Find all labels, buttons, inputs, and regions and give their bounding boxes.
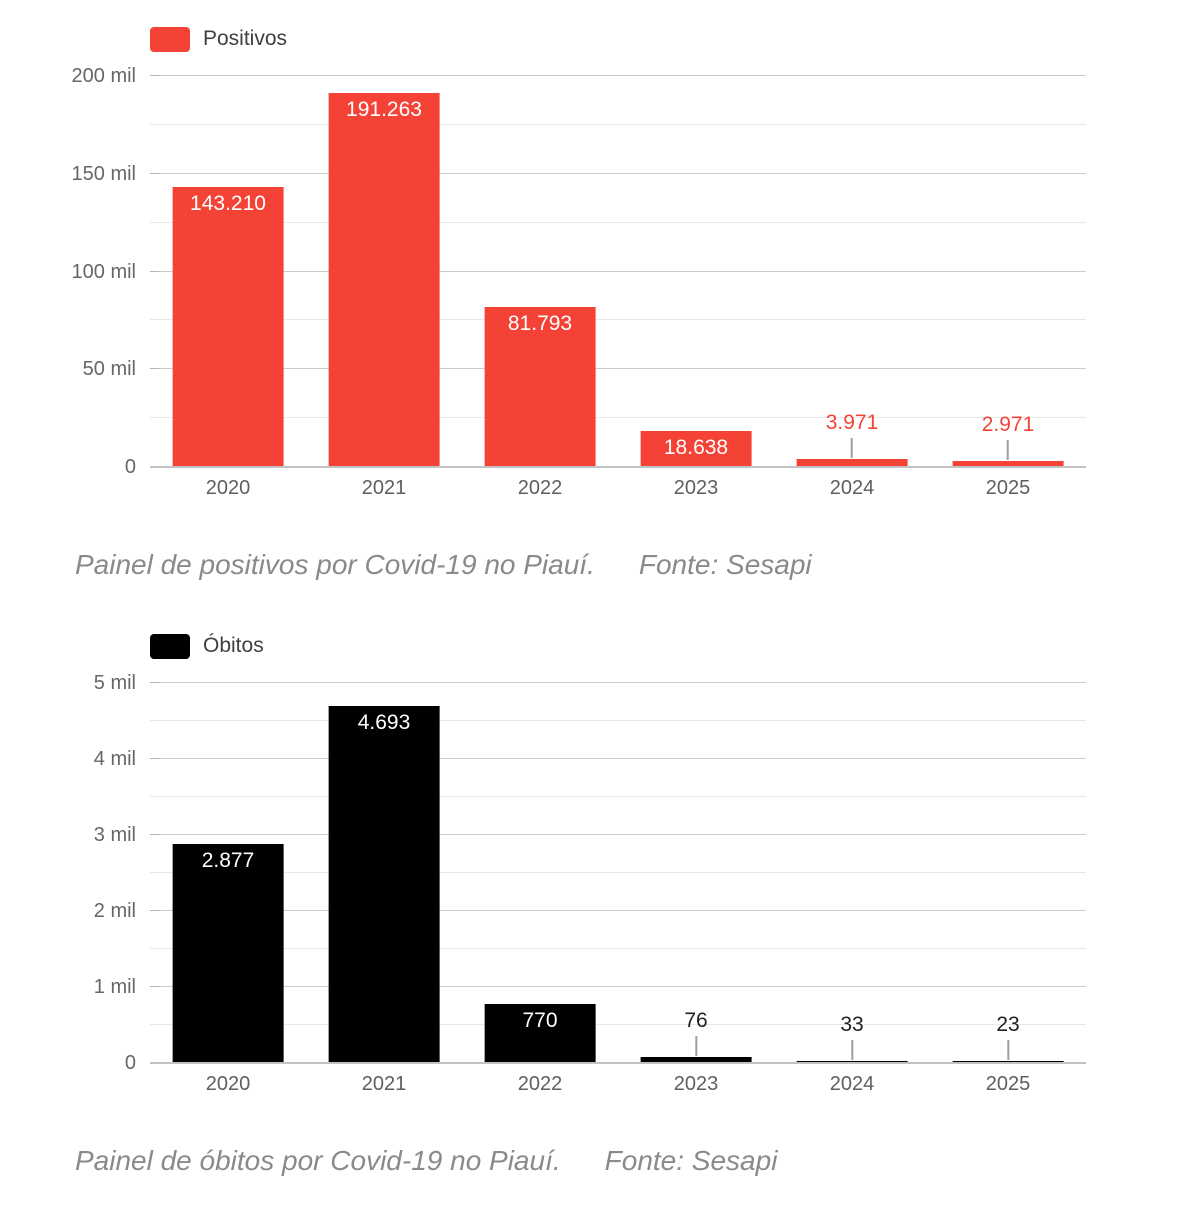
value-callout [684,1009,707,1056]
bar-column-2021 [306,683,462,1063]
x-axis-label-2022: 2022 [517,1073,563,1095]
x-axis-label-2021: 2021 [361,1073,407,1095]
bar-value-label: 3.971 [825,411,879,435]
legend-label: Positivos [203,27,288,50]
bar-value-label: 4.693 [357,711,411,735]
bar-2022 [485,307,596,467]
bar-column-2024 [774,683,930,1063]
chart-caption [75,549,1196,581]
bar-value-label: 191.263 [346,98,422,122]
bar-2022 [485,1004,596,1063]
y-axis-tick-label: 0 [124,456,136,478]
y-axis-tick-label: 150 mil [71,162,136,185]
bar-column-2020 [150,76,306,467]
bar-value-label: 33 [840,1012,864,1036]
x-axis-label-2025: 2025 [985,477,1031,499]
bar-column-2023 [618,683,774,1063]
x-axis-labels [150,1073,1086,1101]
legend [150,24,1196,54]
bar-column-2025 [930,683,1086,1063]
x-axis-label-2024: 2024 [829,477,875,499]
bar-2021 [329,93,440,467]
callout-line [695,1036,697,1056]
callout-line [1007,440,1009,460]
chart-caption [75,1145,1196,1177]
bars-row [150,76,1086,467]
bar-value-label: 23 [996,1013,1020,1036]
x-axis-line [150,1062,1086,1064]
plot-area [71,65,1086,478]
y-axis-tick-label: 200 mil [71,65,136,87]
bar-column-2025 [930,76,1086,467]
bar-2020 [173,844,284,1063]
x-axis-label-2023: 2023 [673,477,719,499]
obitos-chart [0,631,1196,1177]
y-axis-tick-label: 4 mil [93,748,136,770]
bar-column-2022 [462,76,618,467]
bar-value-label: 76 [684,1009,708,1033]
bar-value-label: 770 [522,1009,558,1033]
y-axis-tick-label: 100 mil [71,260,136,283]
bar-column-2022 [462,683,618,1063]
plot-area [93,672,1086,1074]
x-axis-line [150,466,1086,468]
y-axis-tick-label: 5 mil [93,672,136,694]
caption-source: Fonte: Sesapi [638,549,812,580]
bar-column-2024 [774,76,930,467]
x-axis-labels [150,477,1086,505]
legend-swatch [150,634,190,659]
y-axis-tick-label: 0 [124,1052,136,1074]
x-axis-label-2021: 2021 [361,477,407,499]
bar-2023 [641,431,752,467]
bars-row [150,683,1086,1063]
legend [150,631,1196,661]
callout-line [1007,1040,1009,1060]
x-axis-label-2024: 2024 [829,1073,875,1095]
bar-value-label: 143.210 [190,192,266,216]
positivos-chart [0,24,1196,581]
caption-text: Painel de positivos por Covid-19 no Piauí. [75,549,595,580]
x-axis-label-2023: 2023 [673,1073,719,1095]
callout-line [851,438,853,458]
bar-column-2020 [150,683,306,1063]
legend-swatch [150,27,190,52]
callout-line [851,1040,853,1060]
x-axis-label-2025: 2025 [985,1073,1031,1095]
value-callout [840,1013,863,1060]
bar-value-label: 2.877 [201,849,255,873]
bar-value-label: 2.971 [981,413,1035,437]
x-axis-label-2022: 2022 [517,477,563,499]
bar-value-label: 81.793 [507,312,573,336]
value-callout [982,413,1035,460]
legend-label: Óbitos [203,634,264,657]
y-axis-tick-label: 2 mil [93,900,136,922]
bar-column-2023 [618,76,774,467]
y-axis-tick-label: 1 mil [93,976,136,998]
value-callout [826,411,879,458]
x-axis-label-2020: 2020 [205,477,251,499]
bar-value-label: 18.638 [663,435,729,459]
y-axis-tick-label: 3 mil [93,824,136,846]
caption-text: Painel de óbitos por Covid-19 no Piauí. [75,1145,561,1176]
bar-column-2021 [306,76,462,467]
caption-source: Fonte: Sesapi [604,1145,778,1176]
x-axis-label-2020: 2020 [205,1073,251,1095]
bar-2021 [329,706,440,1063]
y-axis-tick-label: 50 mil [82,358,136,381]
bar-2020 [173,187,284,467]
value-callout [996,1013,1019,1060]
